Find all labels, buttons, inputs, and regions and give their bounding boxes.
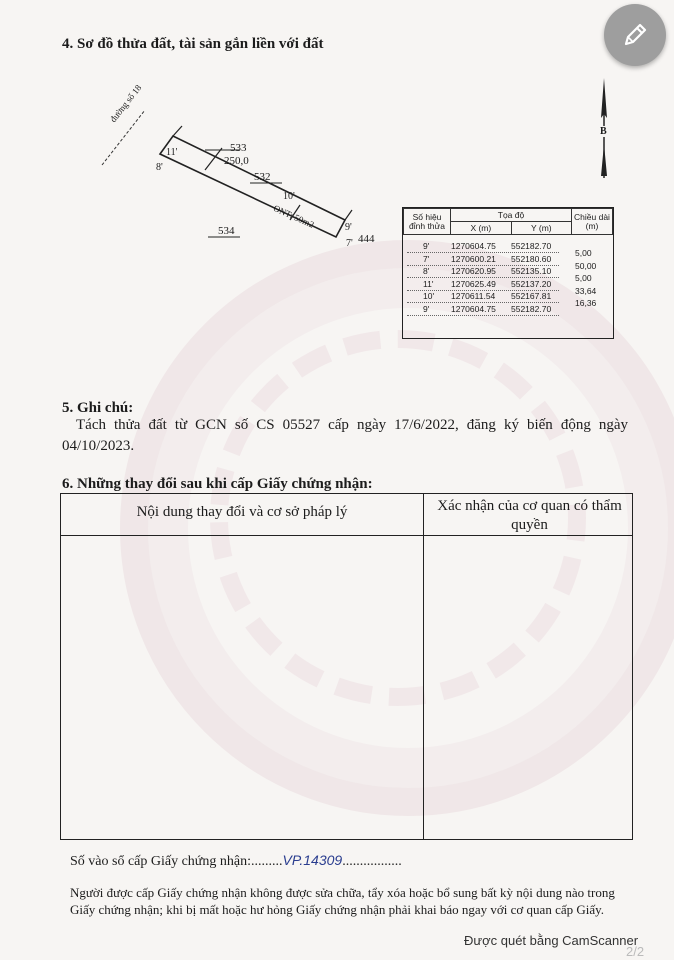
coord-point: 7'	[423, 253, 430, 264]
parcel-444-label: 444	[358, 233, 375, 245]
coord-y: 552182.70	[511, 241, 552, 251]
edge-length: 33,64	[575, 285, 597, 296]
changes-col2-header: Xác nhận của cơ quan có thẩm quyền	[437, 498, 622, 533]
header-divider	[61, 535, 632, 536]
edge-length: 16,36	[575, 298, 597, 308]
parcel-532-label: 532	[254, 171, 271, 183]
north-label: B	[600, 126, 607, 137]
edge-length: 5,00	[575, 248, 592, 258]
coord-point: 9'	[423, 303, 430, 314]
coord-y: 552182.70	[511, 303, 552, 314]
pencil-icon	[620, 20, 650, 50]
coord-x: 1270620.95	[451, 266, 496, 276]
column-divider	[423, 494, 424, 839]
coord-x: 1270604.75	[451, 303, 496, 314]
coord-y: 552180.60	[511, 253, 552, 264]
coord-x: 1270600.21	[451, 253, 496, 264]
point-7-label: 7'	[346, 238, 353, 249]
edit-button[interactable]	[604, 4, 666, 66]
edge-length: 50,00	[575, 260, 597, 271]
row-dotted-separator	[407, 315, 559, 316]
section6-title: 6. Những thay đổi sau khi cấp Giấy chứng nhận:	[62, 476, 373, 492]
registry-label: Số vào sổ cấp Giấy chứng nhận:	[70, 854, 251, 869]
point-11-label: 11'	[166, 147, 178, 158]
page-number: 2/2	[626, 944, 645, 959]
registry-dots-left: .........	[251, 854, 283, 869]
parcel-533-label: 533	[230, 142, 247, 154]
registry-dots-right: .................	[342, 854, 402, 869]
changes-table	[60, 493, 633, 840]
coord-x: 1270625.49	[451, 278, 496, 289]
coord-y: 552137.20	[511, 278, 552, 289]
coord-x: 1270611.54	[451, 291, 496, 301]
camscanner-label: Được quét bằng CamScanner	[464, 933, 639, 948]
section4-title: 4. Sơ đồ thửa đất, tài sản gắn liền với đất	[62, 36, 324, 52]
coordinate-table	[402, 207, 614, 339]
land-type-label: ONT: 50m2	[271, 203, 316, 230]
coord-point: 11'	[423, 278, 434, 289]
changes-col1-header: Nội dung thay đổi và cơ sở pháp lý	[136, 504, 348, 520]
point-9-label: 9'	[345, 222, 352, 233]
registry-value: VP.14309	[282, 852, 343, 868]
header-x: X (m)	[451, 222, 512, 235]
section5-note: Tách thửa đất từ GCN số CS 05527 cấp ngày 17/6/2022, đăng ký biến động ngày 04/10/2023.	[62, 417, 628, 454]
point-10-label: 10'	[283, 191, 295, 202]
parcel-area-label: 250,0	[224, 155, 249, 167]
point-8-label: 8'	[156, 162, 163, 173]
registry-line	[70, 852, 402, 870]
warning-text: Người được cấp Giấy chứng nhận không được sửa chữa, tẩy xóa hoặc bổ sung bất kỳ nội dung nào trong Giấy chứng nhận; khi bị mất hoặc hư hỏng Giấy chứng nhận phải khai báo ngay với cơ quan cấp Giấy.	[70, 885, 615, 917]
header-point: Số hiệu đỉnh thửa	[404, 209, 451, 235]
coord-point: 10'	[423, 291, 435, 301]
coord-point: 8'	[423, 266, 430, 276]
edge-length: 5,00	[575, 273, 592, 283]
coord-point: 9'	[423, 241, 430, 251]
header-coord: Tọa độ	[451, 209, 572, 222]
coord-y: 552167.81	[511, 291, 552, 301]
coord-y: 552135.10	[511, 266, 552, 276]
header-length: Chiều dài (m)	[572, 209, 613, 235]
road-label: đường số 18	[108, 82, 144, 125]
section5-title: 5. Ghi chú:	[62, 400, 134, 416]
header-y: Y (m)	[511, 222, 571, 235]
parcel-534-label: 534	[218, 225, 235, 237]
coord-x: 1270604.75	[451, 241, 496, 251]
